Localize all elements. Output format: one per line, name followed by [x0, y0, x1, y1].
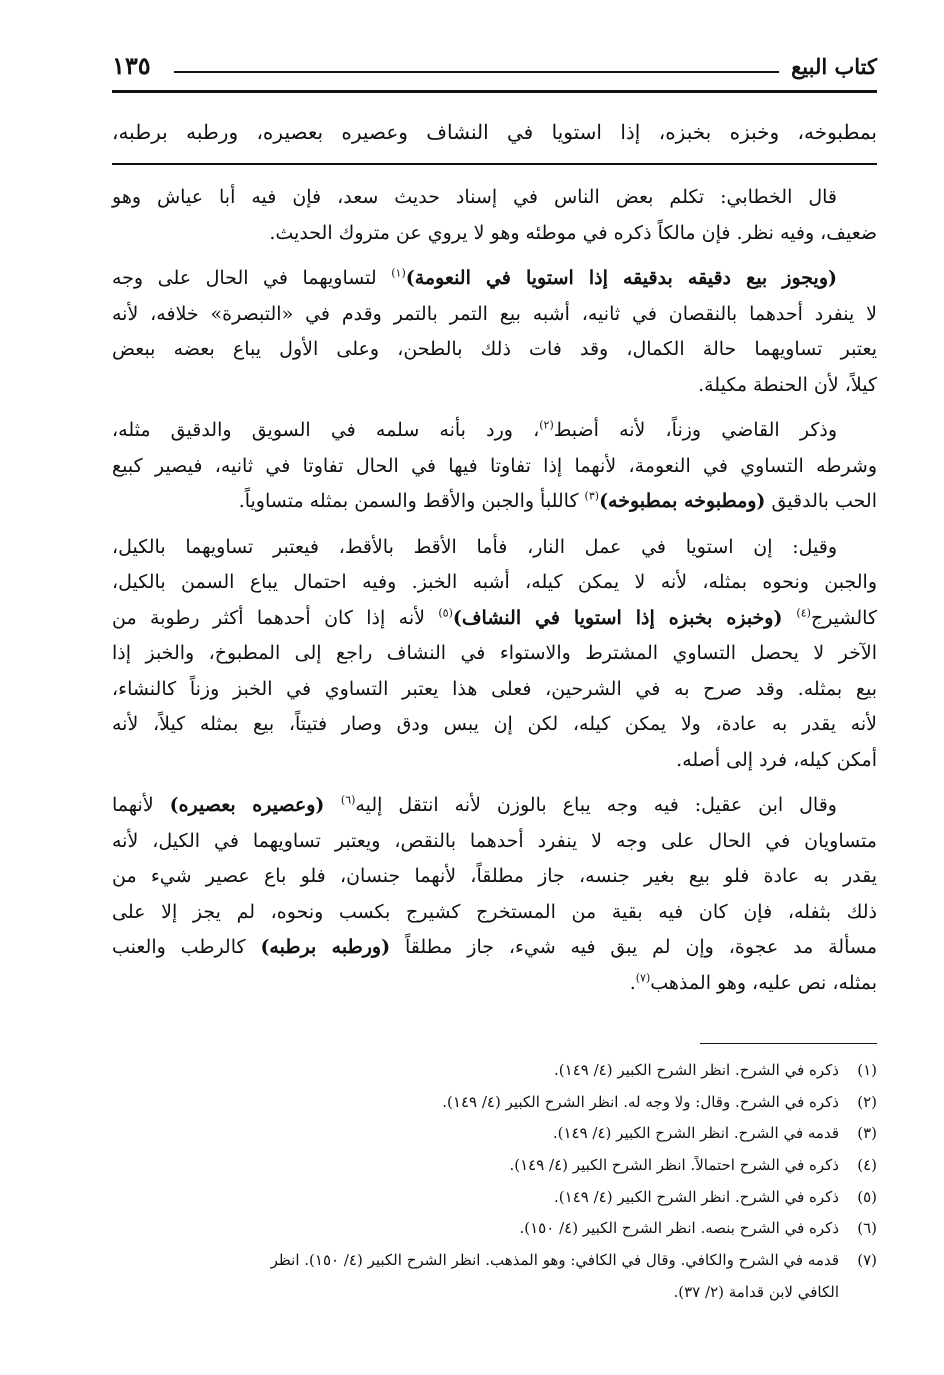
- footnote-5: [112, 1182, 877, 1214]
- footnote-ref: (١): [391, 266, 406, 280]
- footnote-text: قدمه في الشرح. انظر الشرح الكبير (٤/ ١٤٩).: [552, 1124, 839, 1143]
- footnote-text: ذكره في الشرح احتمالاً. انظر الشرح الكبير (٤/ ١٤٩).: [509, 1156, 839, 1175]
- footnote-number: (٥): [857, 1187, 877, 1206]
- footnote-7: [112, 1245, 877, 1277]
- footnote-number: (٧): [857, 1251, 877, 1270]
- p3-line-2: وشرطه التساوي في النعومة، لأنهما إذا تفاوتا فيها في الحال تفاوتا في ثانيه، فيصير كبيع: [112, 454, 877, 477]
- text-span: مسألة مد عجوة، وإن لم يبق فيه شيء، جاز مطلقاً: [390, 936, 878, 958]
- bold-matn: (ومطبوخه بمطبوخه): [599, 490, 766, 512]
- footnote-6: [112, 1213, 877, 1245]
- p4-line-6: لأنه يقدر به عادة، ولا يمكن كيله، لكن إن يبس ودق وصار فتيتاً، بيع بمثله كيلاً، لأنه: [112, 713, 877, 735]
- p5-line-6: [112, 966, 877, 1002]
- p2-line-2: لا ينفرد أحدهما بالنقصان في ثانيه، أشبه بيع التمر بالتمر وقدم في «التبصرة» خلافه، لأنه: [112, 302, 877, 325]
- footnote-number: (٤): [857, 1156, 877, 1175]
- page-number: ١٣٥: [112, 51, 151, 80]
- p4-line-4: الآخر لا يحصل التساوي المشترط والاستواء في النشاف راجع إلى المطبوخ، والخبز إذا: [112, 642, 877, 664]
- carry-over-text: بمطبوخه، وخبزه بخبزه، إذا استويا في النشاف وعصيره بعصيره، ورطبه برطبه،: [112, 120, 877, 144]
- text-span: .: [629, 971, 636, 994]
- page-header: [112, 52, 877, 92]
- footnote-text: قدمه في الشرح والكافي. وقال في الكافي: وهو المذهب. انظر الشرح الكبير (٤/ ١٥٠). انظر: [270, 1251, 839, 1270]
- footnote-number: (٦): [857, 1219, 877, 1238]
- p4-line-2: والجبن ونحوه بمثله، لأنه لا يمكن كيله، أشبه الخبز. وفيه احتمال يباع السمن بالكيل،: [112, 571, 877, 593]
- text-separator-rule: [112, 163, 877, 165]
- footnote-1: [112, 1055, 877, 1087]
- p2-line-1: [112, 261, 877, 297]
- text-span: ، ورد بأنه سلمه في السويق والدقيق مثله،: [112, 419, 540, 441]
- p1-line-1: قال الخطابي: تكلم بعض الناس في إسناد حديث سعد، فإن فيه أبا عياش وهو: [112, 186, 837, 208]
- footnote-ref: (٧): [635, 971, 651, 985]
- text-span: بمثله، نص عليه، وهو المذهب: [650, 971, 877, 994]
- footnote-number: (٣): [857, 1124, 877, 1143]
- bold-matn: (ورطبه برطبه): [260, 936, 391, 958]
- p1-line-2: ضعيف، وفيه نظر. فإن مالكاً ذكره في موطئه وهو لا يروي عن متروك الحديث.: [269, 221, 877, 244]
- footnote-3: [112, 1118, 877, 1150]
- bold-matn: (ويجوز بيع دقيقه بدقيقه إذا استويا في النعومة): [405, 267, 838, 289]
- text-span: الحب بالدقيق: [765, 490, 877, 512]
- header-rule: [174, 71, 779, 73]
- footnote-2: [112, 1087, 877, 1119]
- footnote-text: ذكره في الشرح. وقال: ولا وجه له. انظر الشرح الكبير (٤/ ١٤٩).: [442, 1092, 839, 1111]
- text-span: وذكر القاضي وزناً، لأنه أضبط: [553, 419, 838, 441]
- footnote-text: ذكره في الشرح. انظر الشرح الكبير (٤/ ١٤٩).: [554, 1187, 839, 1206]
- footnote-4: [112, 1150, 877, 1182]
- p4-line-7: أمكن كيله، فرد إلى أصله.: [676, 748, 877, 771]
- p3-line-1: [112, 413, 877, 449]
- p2-line-3: يعتبر تساويهما حالة الكمال، وقد فات ذلك بالطحن، وعلى الأول يباع بعضه ببعض: [112, 338, 877, 360]
- footnote-7-continued: الكافي لابن قدامة (٢/ ٣٧).: [673, 1282, 839, 1301]
- p2-line-4: كيلاً، لأن الحنطة مكيلة.: [698, 373, 877, 396]
- p4-line-3: [112, 601, 877, 637]
- p4-line-1: وقيل: إن استويا في عمل النار، فأما الأقط بالأقط، فيعتبر تساويهما بالكيل،: [112, 535, 837, 558]
- text-span: وقال ابن عقيل: فيه وجه يباع بالوزن لأنه انتقل إليه: [355, 794, 837, 816]
- bold-matn: (وخبزه بخبزه إذا استويا في النشاف): [452, 606, 797, 629]
- footnote-text: ذكره في الشرح بنصه. انظر الشرح الكبير (٤/ ١٥٠).: [519, 1219, 839, 1238]
- footnote-ref: (٤): [796, 606, 811, 620]
- text-span: لتساويهما في الحال على وجه: [112, 267, 392, 289]
- text-span: كاللبأ والجبن والأقط والسمن بمثله متساوياً.: [238, 490, 585, 512]
- p5-line-3: يقدر به عادة فلو بيع بغير جنسه، جاز مطلقاً، لأنهما جنسان، فلو باع عصير شيء من: [112, 865, 877, 887]
- footnote-ref: (٦): [340, 793, 356, 807]
- text-span: لأنهما: [112, 794, 170, 816]
- p5-line-2: متساويان في الحال على وجه لا ينفرد أحدهما بالنقص، ويعتبر تساويهما في الكيل، لأنه: [112, 829, 877, 852]
- footnote-rule: [700, 1043, 877, 1044]
- p4-line-5: بيع بمثله. وقد صرح به في الشرحين، فعلى هذا يعتبر التساوي في الخبز وزناً كالنشاء،: [112, 677, 877, 700]
- footnote-ref: (٥): [438, 606, 453, 620]
- text-span: كالشيرج: [810, 606, 877, 629]
- p5-line-4: ذلك بثفله، فإن كان فيه بقية من المستخرج كشيرج بكسب ونحوه، لم يجز إلا على: [112, 900, 877, 923]
- p5-line-1: [112, 788, 877, 824]
- footnote-number: (٢): [857, 1092, 877, 1111]
- bold-matn: (وعصيره بعصيره): [169, 794, 341, 816]
- header-underline: [112, 90, 877, 93]
- text-span: لأنه إذا كان أحدهما أكثر رطوبة من: [112, 606, 439, 629]
- footnote-ref: (٣): [584, 489, 600, 503]
- footnote-number: (١): [857, 1061, 877, 1079]
- footnote-ref: (٢): [539, 418, 554, 432]
- main-text: [112, 180, 877, 1001]
- footnotes: [112, 1055, 877, 1309]
- chapter-title: كتاب البيع: [791, 54, 877, 79]
- p3-line-3: [112, 484, 877, 520]
- p5-line-5: [112, 930, 877, 966]
- text-span: كالرطب والعنب: [112, 936, 261, 958]
- footnote-text: ذكره في الشرح. انظر الشرح الكبير (٤/ ١٤٩).: [554, 1061, 839, 1079]
